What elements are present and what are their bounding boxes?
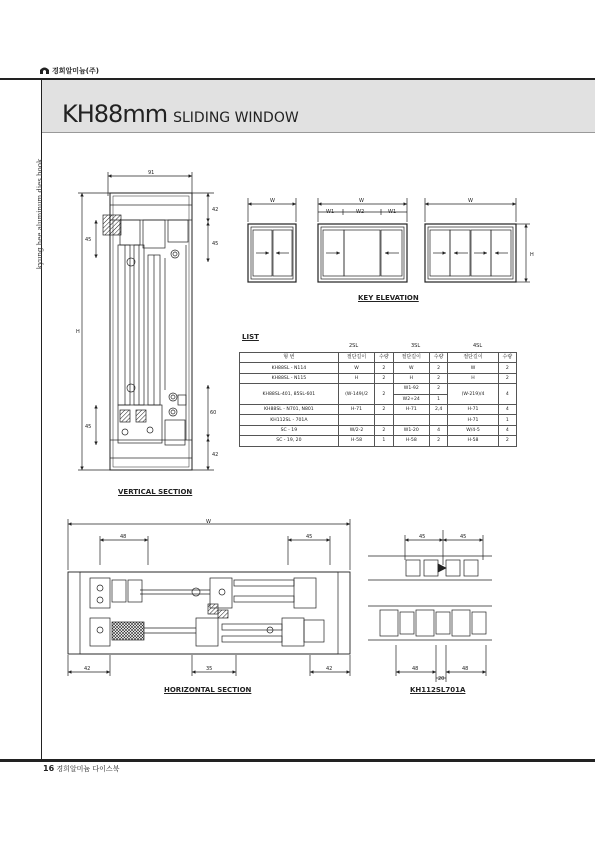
table-row <box>240 373 517 383</box>
cell: W <box>393 363 430 373</box>
brand-name: 경희알미늄(주) <box>52 67 99 75</box>
dim-label: 45 <box>306 534 313 540</box>
cell: H <box>448 373 498 383</box>
dim-label: 60 <box>210 410 217 416</box>
cell: SC - 19 <box>240 425 339 435</box>
dim-label: W <box>359 198 364 204</box>
cell: (W-219)/4 <box>448 384 498 405</box>
col-header: 절단길이 <box>393 353 430 363</box>
cell: H-58 <box>393 436 430 446</box>
cell: 2 <box>430 363 448 373</box>
table-header-row <box>240 353 517 363</box>
dim-label: 42 <box>212 452 219 458</box>
cell: 2 <box>375 384 393 405</box>
cell: W1-20 <box>393 425 430 435</box>
cell <box>393 415 430 425</box>
dim-label: 42 <box>212 207 219 213</box>
cell: 2 <box>498 436 516 446</box>
dim-label: 91 <box>148 170 155 176</box>
cell: W1-92 <box>393 384 430 394</box>
dim-label: 35 <box>206 666 213 672</box>
caption-horizontal-section: HORIZONTAL SECTION <box>164 686 252 694</box>
cell: 2 <box>375 363 393 373</box>
cell: H-71 <box>448 415 498 425</box>
cell: H <box>338 373 375 383</box>
cell: 4 <box>498 425 516 435</box>
dim-label: 42 <box>84 666 91 672</box>
dim-label: 20 <box>438 676 445 682</box>
cell: 2 <box>498 373 516 383</box>
cell: 2,4 <box>430 404 448 414</box>
dim-label: 45 <box>460 534 467 540</box>
cell: H-58 <box>448 436 498 446</box>
col-header: 절단길이 <box>448 353 498 363</box>
table-row <box>240 436 517 446</box>
cell: H <box>393 373 430 383</box>
cell: H-71 <box>393 404 430 414</box>
cell: H-71 <box>338 404 375 414</box>
cell: SC - 19, 20 <box>240 436 339 446</box>
cell: 1 <box>498 415 516 425</box>
dim-label: 45 <box>85 424 92 430</box>
group-4sl: 4SL <box>473 343 483 349</box>
cell <box>430 415 448 425</box>
cell: 1 <box>430 394 448 404</box>
cell: W/2-2 <box>338 425 375 435</box>
group-3sl: 3SL <box>411 343 421 349</box>
dim-label: 48 <box>462 666 469 672</box>
dim-label: W <box>206 519 211 525</box>
caption-detail: KH112SL701A <box>410 686 466 694</box>
footer-text: 경희알미늄 다이스북 <box>56 765 120 773</box>
parts-list-table <box>239 352 517 447</box>
horizontal-section <box>68 519 350 676</box>
table-row <box>240 425 517 435</box>
dim-label: 48 <box>120 534 127 540</box>
horizontal-dim-labels <box>84 519 332 672</box>
group-2sl: 2SL <box>349 343 359 349</box>
cell: W <box>448 363 498 373</box>
table-row <box>240 415 517 425</box>
dim-label: 45 <box>419 534 426 540</box>
dim-label: 42 <box>326 666 333 672</box>
cell: H-58 <box>338 436 375 446</box>
cell <box>375 415 393 425</box>
col-header: 수량 <box>430 353 448 363</box>
col-header: 절단길이 <box>338 353 375 363</box>
dim-label: 48 <box>412 666 419 672</box>
cell: KH88SL - N115 <box>240 373 339 383</box>
cell: KH88SL - N701, N801 <box>240 404 339 414</box>
cell: 2 <box>375 425 393 435</box>
table-row <box>240 384 517 394</box>
col-header: 수량 <box>498 353 516 363</box>
cell <box>338 415 375 425</box>
dim-label: H <box>530 252 534 258</box>
cell: 2 <box>430 436 448 446</box>
cell: W <box>338 363 375 373</box>
page-number: 16 <box>43 764 55 773</box>
dim-label: W1 <box>388 209 397 215</box>
title-sub: SLIDING WINDOW <box>173 110 299 126</box>
dim-label: W1 <box>326 209 335 215</box>
caption-vertical-section: VERTICAL SECTION <box>118 488 193 496</box>
list-title: LIST <box>242 333 259 341</box>
cell: 2 <box>375 404 393 414</box>
col-header: 형 번 <box>240 353 339 363</box>
cell: W/4-5 <box>448 425 498 435</box>
table-row <box>240 363 517 373</box>
dim-label: 45 <box>85 237 92 243</box>
side-label: kyung hee aluminum dies book <box>36 158 44 270</box>
vertical-dim-labels <box>76 170 218 458</box>
dim-label: H <box>76 329 80 335</box>
dim-label: 45 <box>212 241 219 247</box>
cell: H-71 <box>448 404 498 414</box>
dim-label: W <box>270 198 275 204</box>
cell: 2 <box>430 373 448 383</box>
caption-key-elevation: KEY ELEVATION <box>358 294 419 302</box>
table-row <box>240 404 517 414</box>
detail-section <box>368 530 492 682</box>
dim-label: W2 <box>356 209 365 215</box>
cell: 2 <box>498 363 516 373</box>
cell: 4 <box>498 384 516 405</box>
cell: (W-149)/2 <box>338 384 375 405</box>
footer-rule <box>0 759 595 762</box>
dim-label: W <box>468 198 473 204</box>
cell: 4 <box>498 404 516 414</box>
cell: 2 <box>375 373 393 383</box>
cell: 4 <box>430 425 448 435</box>
cell: W2+24 <box>393 394 430 404</box>
cell: 1 <box>375 436 393 446</box>
col-header: 수량 <box>375 353 393 363</box>
cell: KH88SL - N114 <box>240 363 339 373</box>
cell: KH112SL - 701A <box>240 415 339 425</box>
title-main: KH88mm <box>62 100 168 128</box>
cell: 2 <box>430 384 448 394</box>
cell: KH88SL-401, 85SL-601 <box>240 384 339 405</box>
footer <box>43 764 119 774</box>
